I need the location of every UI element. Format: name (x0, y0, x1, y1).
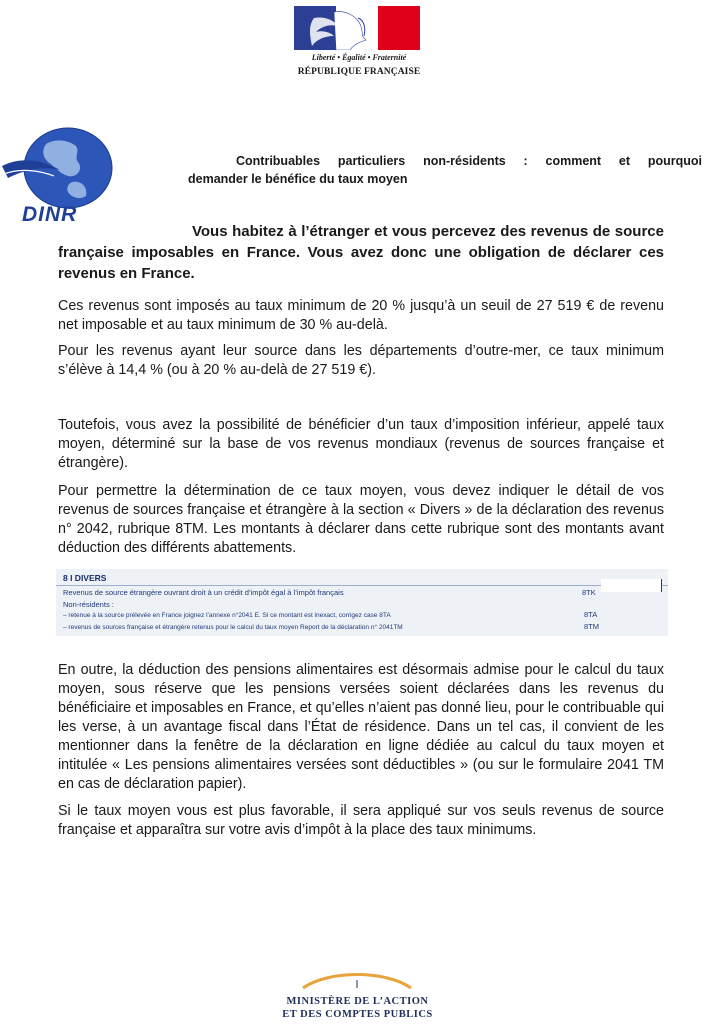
form-row-8tk: Revenus de source étrangère ouvrant droit à un crédit d’impôt égal à l’impôt français (63, 588, 344, 597)
paragraph-rates: Ces revenus sont imposés au taux minimum de 20 % jusqu’à un seuil de 27 519 € de revenu net imposable et au taux minimum de 30 % au-delà. (58, 298, 664, 333)
form-divider (56, 585, 668, 586)
paragraph-taux-moyen: Toutefois, vous avez la possibilité de bénéficier d’un taux d’imposition inférieur, appelé taux moyen, déterminé sur la base de vos revenus mondiaux (revenus de sources française et étrangère). (58, 417, 664, 471)
form-row-8ta: – retenue à la source prélevée en France joignez l’annexe n°2041 E. Si ce montant est inexact, corrigez case 8TA (63, 612, 391, 619)
form-section-header: 8 I DIVERS (63, 573, 107, 583)
ministry-name-line1: MINISTÈRE DE L’ACTION (286, 996, 429, 1007)
form-code-8ta: 8TA (584, 610, 598, 619)
paragraph-pensions: En outre, la déduction des pensions alimentaires est désormais admise pour le calcul du taux moyen, sous réserve que les pensions versées soient déclarées dans les revenus du bénéficiaire et imposables en France, et qu’elles n’aient pas donné lieu, pour le contribuable qui les verse, à un avantage fiscal dans l’État de résidence. Dans un tel cas, il convient de les mentionner dans la fenêtre de la déclaration en ligne dédiée au calcul du taux moyen et intitulée « Les pensions alimentaires versées sont déductibles » (ou sur le formulaire 2041 TM en cas de déclaration papier). (58, 662, 664, 792)
form-excerpt (56, 569, 668, 636)
form-row-non-residents: Non-résidents : (63, 600, 114, 609)
ministry-arc-icon (299, 968, 415, 990)
form-code-8tk: 8TK (582, 588, 596, 597)
paragraph-declaration: Pour permettre la détermination de ce taux moyen, vous devez indiquer le détail de vos revenus de sources française et étrangère à la section « Divers » de la déclaration des revenus n° 2042, rubrique 8TM. Les montants à déclarer dans cette rubrique sont des montants avant déduction des différents abattements. (58, 483, 664, 556)
paragraph-dom: Pour les revenus ayant leur source dans les départements d’outre-mer, ce taux minimum s’élève à 14,4 % (ou à 20 % au-delà de 27 519 €). (58, 343, 664, 378)
paragraph-conclusion: Si le taux moyen vous est plus favorable, il sera appliqué sur vos seuls revenus de source française et apparaîtra sur votre avis d’impôt à la place des taux minimums. (58, 803, 664, 838)
ministry-name-line2: ET DES COMPTES PUBLICS (282, 1009, 433, 1020)
form-row-8tm: – revenus de sources française et étrangère retenus pour le calcul du taux moyen Report de la déclaration n° 2041TM (63, 624, 403, 631)
form-code-8tm: 8TM (584, 622, 599, 631)
dinr-label: DINR (22, 203, 78, 226)
marianne-logo (294, 6, 420, 50)
document-title-line2: demander le bénéfice du taux moyen (188, 172, 408, 186)
republic-motto: Liberté • Égalité • Fraternité (311, 53, 407, 62)
intro-paragraph: Vous habitez à l’étranger et vous percevez des revenus de source française imposables en France. Vous avez donc une obligation de déclarer ces revenus en France. (58, 223, 664, 282)
document-title-line1: Contribuables particuliers non-résidents : comment et pourquoi (236, 154, 702, 168)
form-field-8tk (601, 579, 662, 592)
dinr-globe-icon (2, 126, 114, 210)
republic-name: RÉPUBLIQUE FRANÇAISE (297, 67, 421, 77)
